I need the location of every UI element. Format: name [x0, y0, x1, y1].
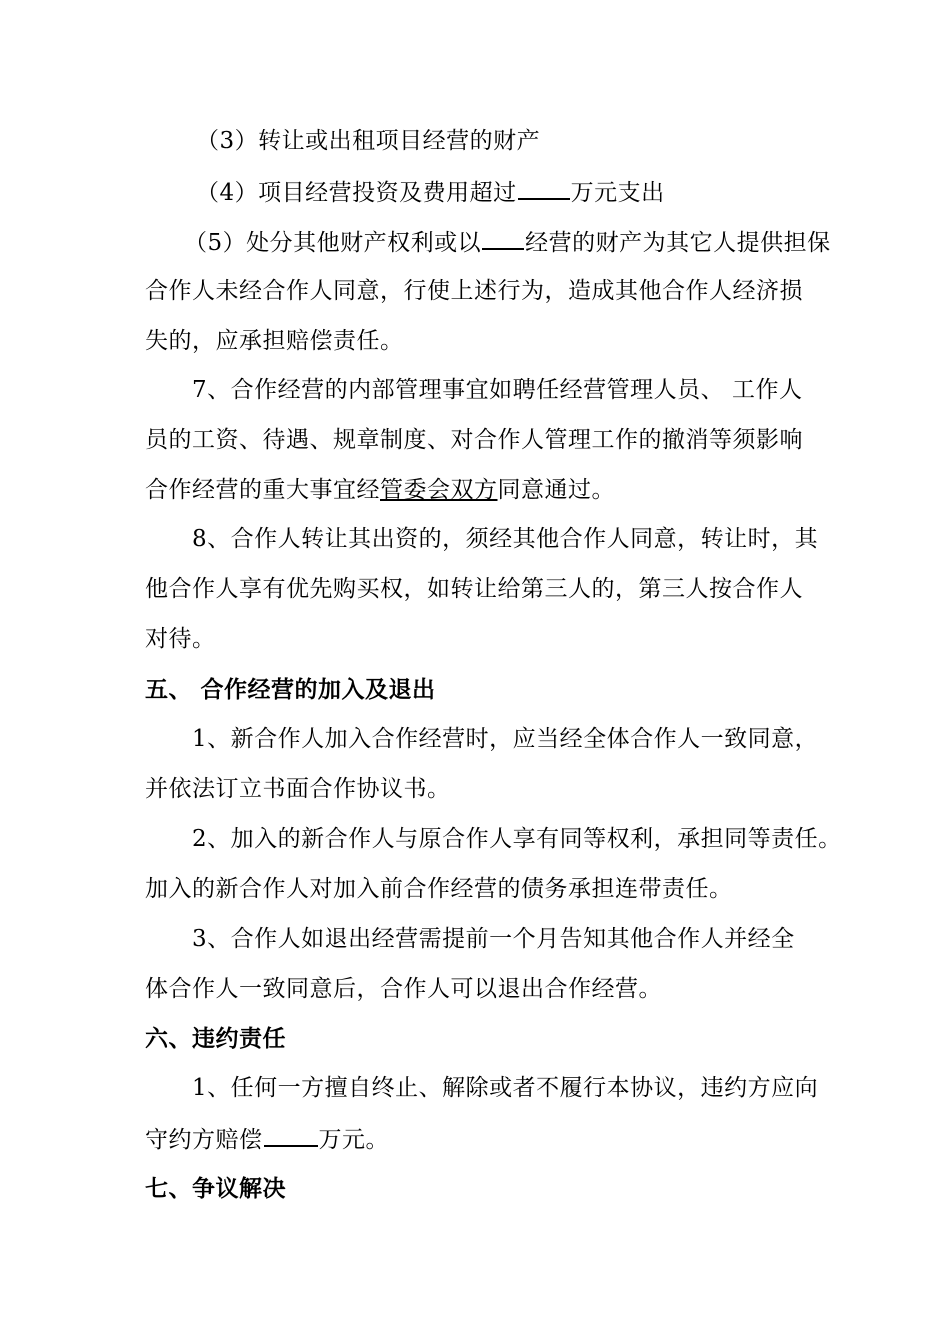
fill-blank: [518, 176, 570, 200]
paragraph-line: [145, 326, 404, 356]
clause-text: 万元支出: [570, 180, 665, 206]
fill-blank: [482, 226, 524, 250]
section-heading-7: [145, 1174, 286, 1204]
paragraph-line: [145, 774, 451, 804]
clause-text: （5）处分其他财产权利或以: [184, 230, 482, 256]
clause-text: 经营的财产为其它人提供担保: [525, 230, 831, 256]
clause-text: （3）转让或出租项目经营的财产: [196, 128, 541, 154]
paragraph-text: 合作经营的重大事宜经: [145, 477, 380, 503]
paragraph-text: 他合作人享有优先购买权，如转让给第三人的，第三人按合作人: [145, 576, 803, 602]
paragraph-line: [145, 1123, 389, 1155]
heading-text: 六、违约责任: [145, 1025, 286, 1052]
paragraph-text: 1、新合作人加入合作经营时，应当经全体合作人一致同意，: [192, 726, 819, 752]
paragraph-line: [145, 624, 216, 654]
paragraph-line: [145, 475, 615, 505]
paragraph-line: [145, 425, 803, 455]
heading-text: 七、争议解决: [145, 1175, 286, 1202]
paragraph-text: 同意通过。: [497, 477, 615, 503]
paragraph-text: 失的，应承担赔偿责任。: [145, 328, 404, 354]
clause-5-1: [192, 724, 818, 754]
paragraph-text: 体合作人一致同意后，合作人可以退出合作经营。: [145, 976, 662, 1002]
paragraph-text: 对待。: [145, 626, 216, 652]
paragraph-text: 3、合作人如退出经营需提前一个月告知其他合作人并经全: [192, 926, 795, 952]
clause-5-2: [192, 824, 842, 854]
fill-blank: [264, 1123, 318, 1147]
clause-item-5: [184, 226, 831, 258]
paragraph-line: [145, 574, 803, 604]
paragraph-text: 1、任何一方擅自终止、解除或者不履行本协议，违约方应向: [192, 1075, 819, 1101]
paragraph-line: [145, 974, 662, 1004]
paragraph-text: 员的工资、待遇、规章制度、对合作人管理工作的撤消等须影响: [145, 427, 803, 453]
section-heading-6: [145, 1024, 286, 1054]
underlined-term: 管委会双方: [380, 477, 498, 503]
clause-item-3: [196, 126, 540, 156]
paragraph-line: [145, 874, 733, 904]
paragraph-text: 合作人未经合作人同意，行使上述行为，造成其他合作人经济损: [145, 278, 803, 304]
clause-5-3: [192, 924, 795, 954]
paragraph-text: 7、合作经营的内部管理事宜如聘任经营管理人员、 工作人: [192, 377, 803, 403]
paragraph-text: 万元。: [318, 1127, 389, 1153]
clause-6-1: [192, 1073, 818, 1103]
clause-text: （4）项目经营投资及费用超过: [196, 180, 517, 206]
heading-text: 五、 合作经营的加入及退出: [145, 676, 436, 703]
paragraph-text: 加入的新合作人对加入前合作经营的债务承担连带责任。: [145, 876, 733, 902]
clause-item-4: [196, 176, 665, 208]
section-heading-5: [145, 675, 436, 705]
paragraph-text: 8、合作人转让其出资的，须经其他合作人同意，转让时，其: [192, 526, 819, 552]
clause-8: [192, 524, 818, 554]
paragraph-text: 守约方赔偿: [145, 1127, 263, 1153]
paragraph-text: 2、加入的新合作人与原合作人享有同等权利，承担同等责任。: [192, 826, 842, 852]
clause-7: [192, 375, 802, 405]
paragraph-line: [145, 276, 803, 306]
paragraph-text: 并依法订立书面合作协议书。: [145, 776, 451, 802]
